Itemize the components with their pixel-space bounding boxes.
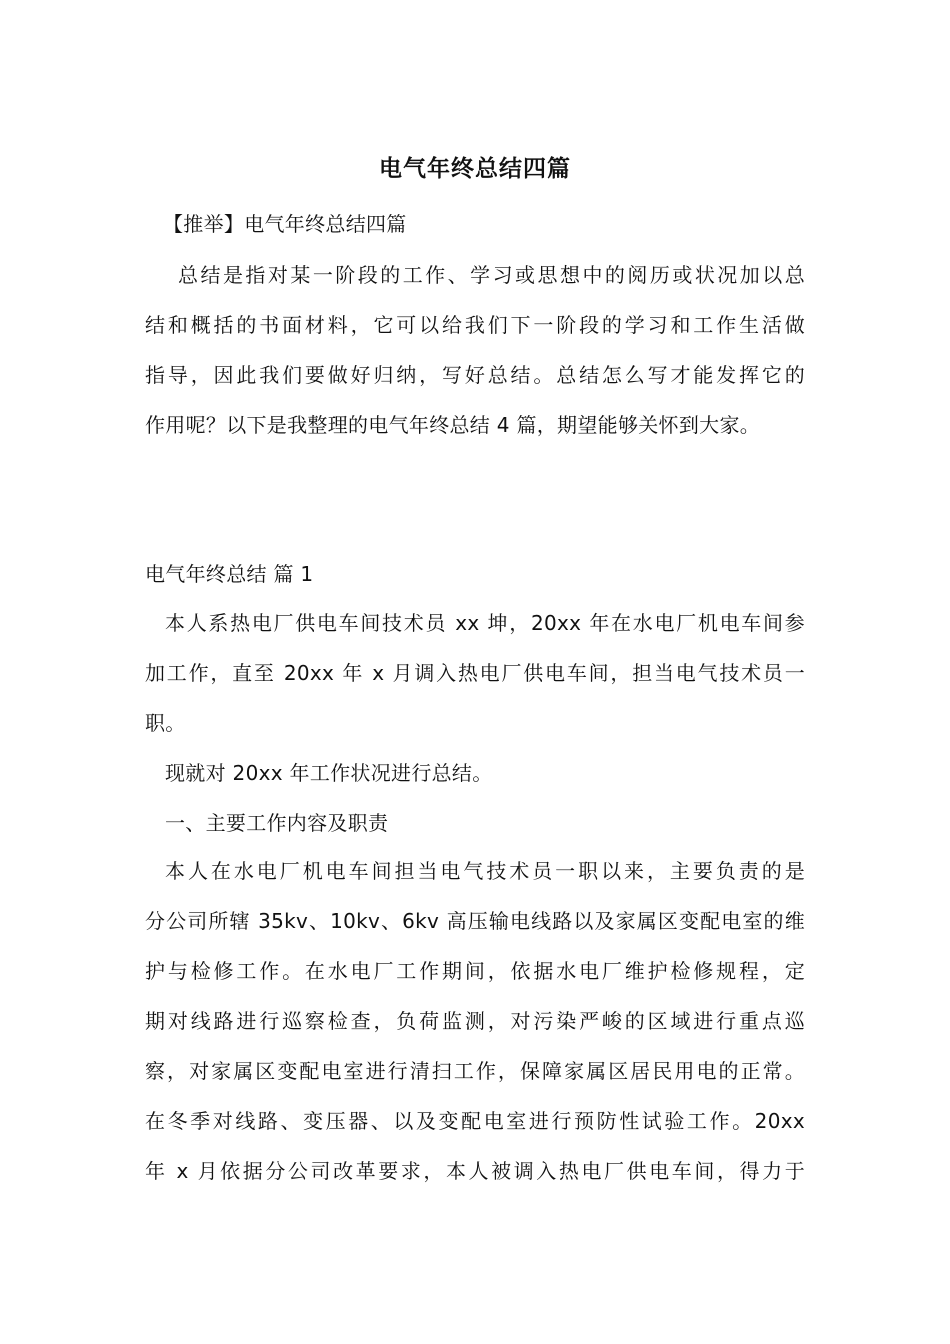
section-heading: 电气年终总结 篇 1 bbox=[145, 562, 314, 586]
paragraph-line: 现就对 20xx 年工作状况进行总结。 bbox=[165, 761, 493, 785]
paragraph-line: 察，对家属区变配电室进行清扫工作，保障家属区居民用电的正常。 bbox=[145, 1059, 805, 1083]
paragraph-line: 本人系热电厂供电车间技术员 xx 坤，20xx 年在水电厂机电车间参 bbox=[165, 611, 805, 635]
paragraph-line: 年 x 月依据分公司改革要求，本人被调入热电厂供电车间，得力于 bbox=[145, 1159, 805, 1183]
paragraph-line: 作用呢？以下是我整理的电气年终总结 4 篇，期望能够关怀到大家。 bbox=[145, 413, 761, 437]
paragraph-line: 期对线路进行巡察检查，负荷监测，对污染严峻的区域进行重点巡 bbox=[145, 1009, 805, 1033]
paragraph-line: 总结是指对某一阶段的工作、学习或思想中的阅历或状况加以总 bbox=[178, 263, 805, 287]
document-title: 电气年终总结四篇 bbox=[379, 156, 571, 182]
paragraph-line: 护与检修工作。在水电厂工作期间，依据水电厂维护检修规程，定 bbox=[145, 959, 805, 983]
paragraph-line: 加工作，直至 20xx 年 x 月调入热电厂供电车间，担当电气技术员一 bbox=[145, 661, 805, 685]
paragraph-line: 指导，因此我们要做好归纳，写好总结。总结怎么写才能发挥它的 bbox=[145, 363, 805, 387]
paragraph-line: 结和概括的书面材料，它可以给我们下一阶段的学习和工作生活做 bbox=[145, 313, 805, 337]
paragraph-line: 本人在水电厂机电车间担当电气技术员一职以来，主要负责的是 bbox=[165, 859, 805, 883]
paragraph-line: 分公司所辖 35kv、10kv、6kv 高压输电线路以及家属区变配电室的维 bbox=[145, 909, 805, 933]
subsection-heading: 一、主要工作内容及职责 bbox=[165, 811, 389, 835]
paragraph-line: 职。 bbox=[145, 711, 186, 735]
paragraph-line: 在冬季对线路、变压器、以及变配电室进行预防性试验工作。20xx bbox=[145, 1109, 805, 1133]
recommend-heading: 【推举】电气年终总结四篇 bbox=[163, 212, 407, 236]
